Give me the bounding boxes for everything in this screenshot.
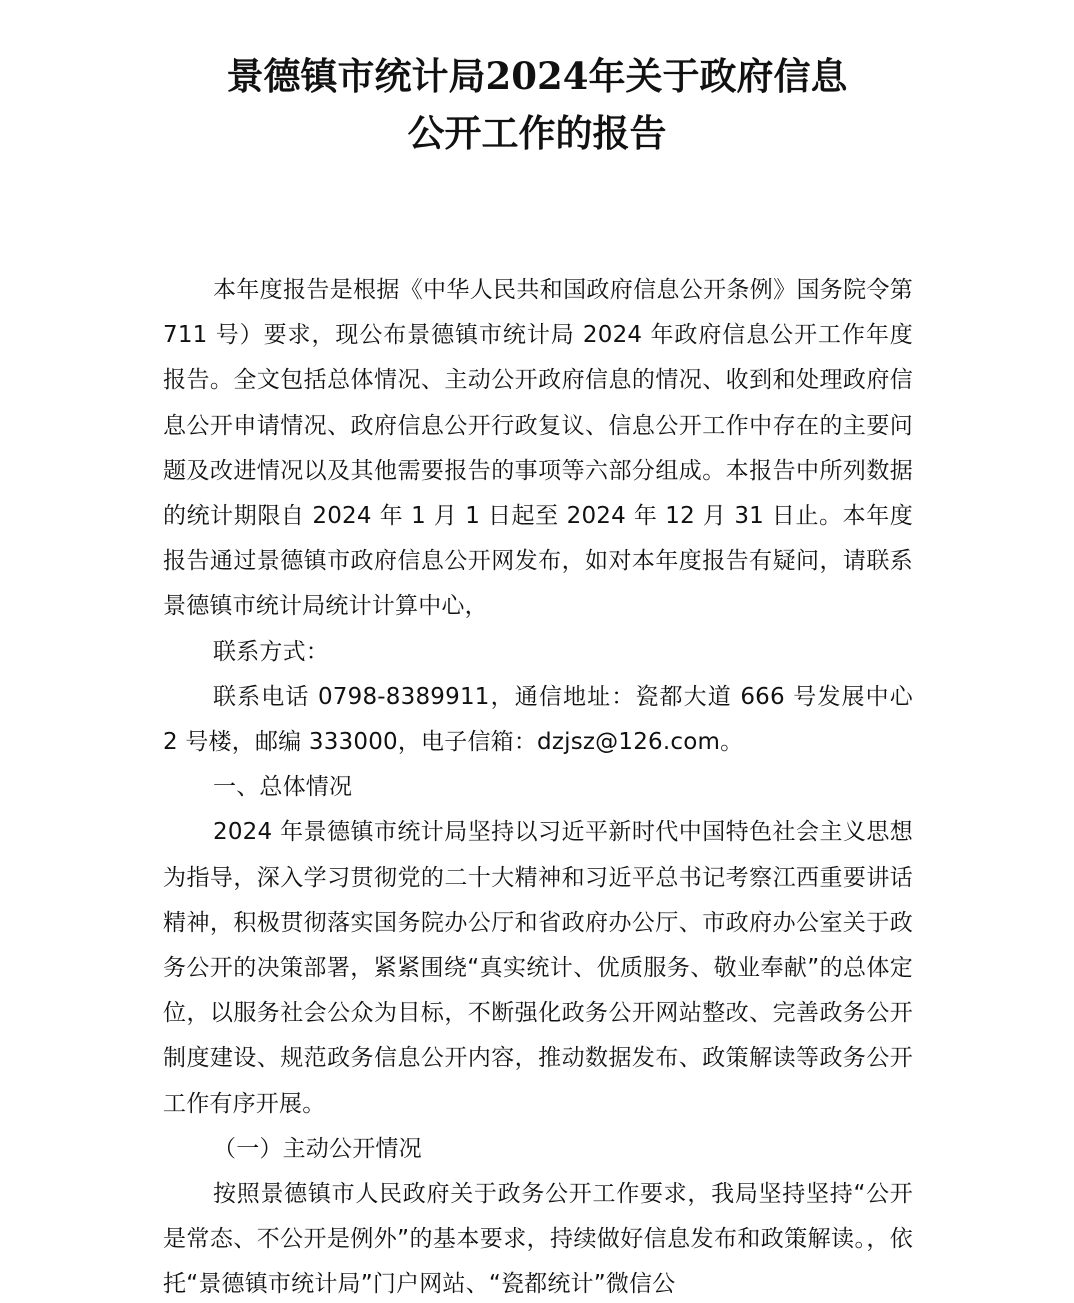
subsection-heading-proactive-disclosure: （一）主动公开情况 — [213, 1135, 422, 1162]
document-title-line-2: 公开工作的报告 — [407, 111, 667, 155]
document-title-line-1: 景德镇市统计局2024年关于政府信息 — [226, 54, 848, 98]
paragraph-proactive-disclosure: 按照景德镇市人民政府关于政务公开工作要求，我局坚持坚持“公开是常态、不公开是例外”的基本要求，持续做好信息发布和政策解读。，依托“景德镇市统计局”门户网站、“瓷都统计”微信公 — [163, 1181, 913, 1298]
section-heading-overview: 一、总体情况 — [213, 774, 353, 801]
paragraph-contact-heading: 联系方式： — [213, 638, 329, 665]
paragraph-contact-details: 联系电话 0798-8389911，通信地址：瓷都大道 666 号发展中心 2 号楼，邮编 333000，电子信箱：dzjsz@126.com。 — [163, 683, 913, 756]
paragraph-intro: 本年度报告是根据《中华人民共和国政府信息公开条例》国务院令第 711 号）要求，现公布景德镇市统计局 2024 年政府信息公开工作年度报告。全文包括总体情况、主动公开政府信息的情况、收到和处理政府信息公开申请情况、政府信息公开行政复议、信息公开工作中存在的主要问题及改进情况以及其他需要报告的事项等六部分组成。本报告中所列数据的统计期限自 2024 年 1 月 1 日起至 2024 年 12 月 31 日止。本年度报告通过景德镇市政府信息公开网发布，如对本年度报告有疑问，请联系景德镇市统计局统计计算中心， — [163, 277, 913, 620]
paragraph-overview: 2024 年景德镇市统计局坚持以习近平新时代中国特色社会主义思想为指导，深入学习贯彻党的二十大精神和习近平总书记考察江西重要讲话精神，积极贯彻落实国务院办公厅和省政府办公厅、市政府办公室关于政务公开的决策部署，紧紧围绕“真实统计、优质服务、敬业奉献”的总体定位，以服务社会公众为目标，不断强化政务公开网站整改、完善政务公开制度建设、规范政务信息公开内容，推动数据发布、政策解读等政务公开工作有序开展。 — [163, 819, 913, 1117]
document-body — [163, 268, 913, 1303]
